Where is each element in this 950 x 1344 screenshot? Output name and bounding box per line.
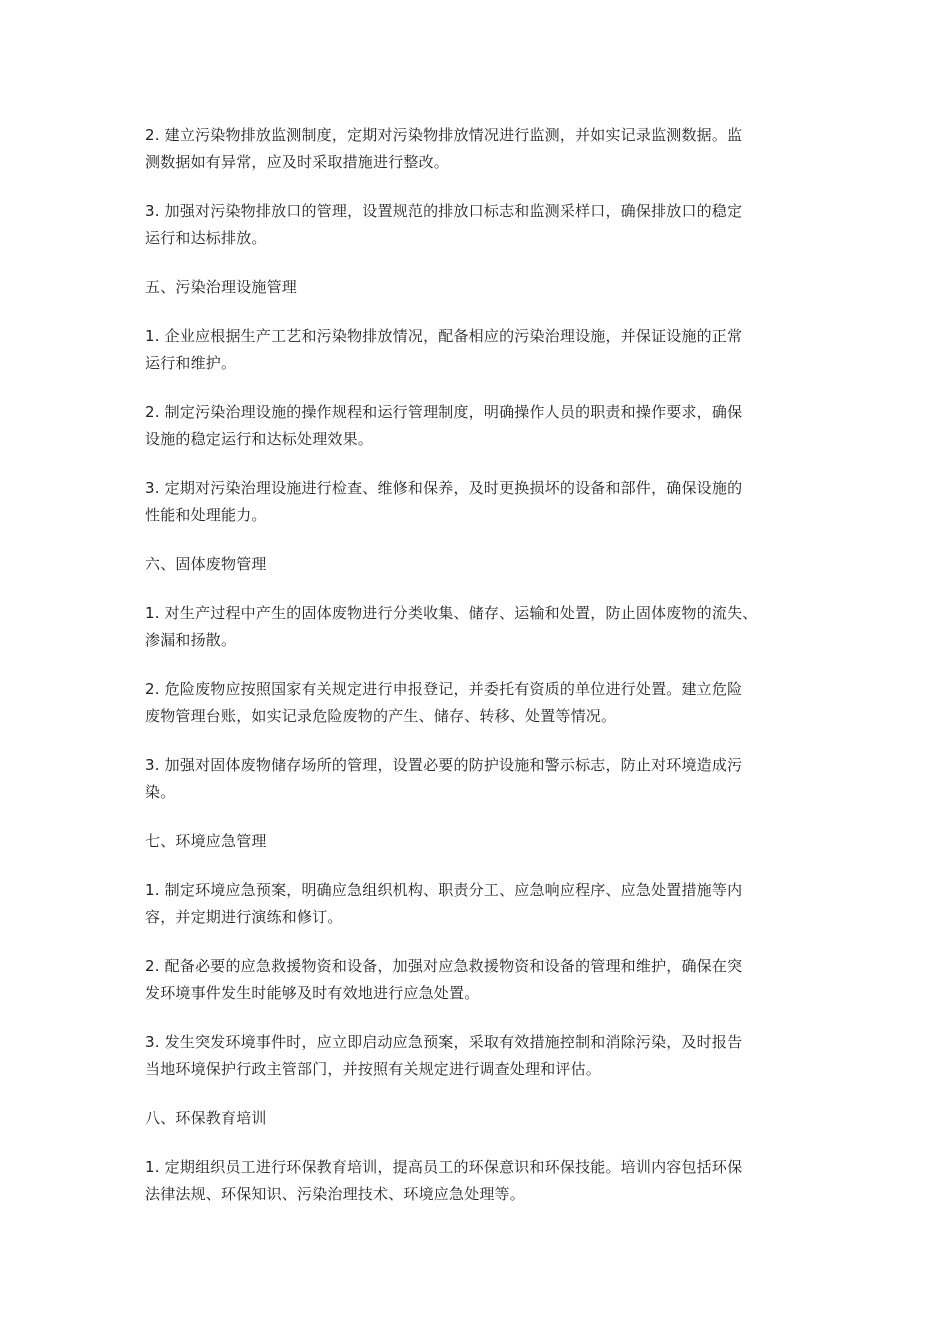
paragraph-emergency-supplies (145, 953, 815, 1007)
paragraph-line: 性能和处理能力。 (145, 506, 267, 524)
paragraph-hazardous-waste (145, 676, 815, 730)
paragraph-line: 3. 定期对污染治理设施进行检查、维修和保养，及时更换损坏的设备和部件，确保设施的 (145, 479, 743, 497)
paragraph-storage-site (145, 752, 815, 806)
paragraph-line: 测数据如有异常，应及时采取措施进行整改。 (145, 153, 450, 171)
paragraph-line: 当地环境保护行政主管部门，并按照有关规定进行调查处理和评估。 (145, 1060, 602, 1078)
section-heading-6: 六、固体废物管理 (145, 555, 267, 573)
paragraph-operating-rules (145, 399, 815, 453)
paragraph-line: 2. 配备必要的应急救援物资和设备，加强对应急救援物资和设备的管理和维护，确保在突 (145, 957, 743, 975)
paragraph-line: 2. 建立污染物排放监测制度，定期对污染物排放情况进行监测，并如实记录监测数据。监 (145, 126, 743, 144)
paragraph-emergency-plan (145, 877, 815, 931)
paragraph-line: 法律法规、环保知识、污染治理技术、环境应急处理等。 (145, 1185, 526, 1203)
paragraph-line: 1. 企业应根据生产工艺和污染物排放情况，配备相应的污染治理设施，并保证设施的正常 (145, 327, 743, 345)
paragraph-training (145, 1154, 815, 1208)
paragraph-monitoring-system (145, 122, 815, 176)
paragraph-line: 运行和达标排放。 (145, 229, 267, 247)
paragraph-line: 1. 定期组织员工进行环保教育培训，提高员工的环保意识和环保技能。培训内容包括环保 (145, 1158, 743, 1176)
paragraph-treatment-facilities (145, 323, 815, 377)
paragraph-line: 废物管理台账，如实记录危险废物的产生、储存、转移、处置等情况。 (145, 707, 617, 725)
paragraph-line: 2. 制定污染治理设施的操作规程和运行管理制度，明确操作人员的职责和操作要求，确保 (145, 403, 743, 421)
paragraph-line: 3. 发生突发环境事件时，应立即启动应急预案，采取有效措施控制和消除污染，及时报告 (145, 1033, 743, 1051)
section-heading-8: 八、环保教育培训 (145, 1109, 267, 1127)
document-body (145, 122, 815, 1230)
paragraph-line: 染。 (145, 783, 176, 801)
paragraph-maintenance (145, 475, 815, 529)
paragraph-line: 运行和维护。 (145, 354, 237, 372)
paragraph-line: 发环境事件发生时能够及时有效地进行应急处置。 (145, 984, 480, 1002)
paragraph-discharge-outlet (145, 198, 815, 252)
paragraph-line: 2. 危险废物应按照国家有关规定进行申报登记，并委托有资质的单位进行处置。建立危险 (145, 680, 743, 698)
paragraph-line: 容，并定期进行演练和修订。 (145, 908, 343, 926)
paragraph-line: 设施的稳定运行和达标处理效果。 (145, 430, 374, 448)
paragraph-line: 渗漏和扬散。 (145, 631, 237, 649)
paragraph-line: 1. 制定环境应急预案，明确应急组织机构、职责分工、应急响应程序、应急处置措施等内 (145, 881, 743, 899)
section-heading-7: 七、环境应急管理 (145, 832, 267, 850)
paragraph-line: 3. 加强对固体废物储存场所的管理，设置必要的防护设施和警示标志，防止对环境造成污 (145, 756, 743, 774)
paragraph-line: 1. 对生产过程中产生的固体废物进行分类收集、储存、运输和处置，防止固体废物的流失、 (145, 604, 758, 622)
paragraph-solid-waste-collection (145, 600, 815, 654)
paragraph-line: 3. 加强对污染物排放口的管理，设置规范的排放口标志和监测采样口，确保排放口的稳定 (145, 202, 743, 220)
section-heading-5: 五、污染治理设施管理 (145, 278, 298, 296)
paragraph-emergency-response (145, 1029, 815, 1083)
